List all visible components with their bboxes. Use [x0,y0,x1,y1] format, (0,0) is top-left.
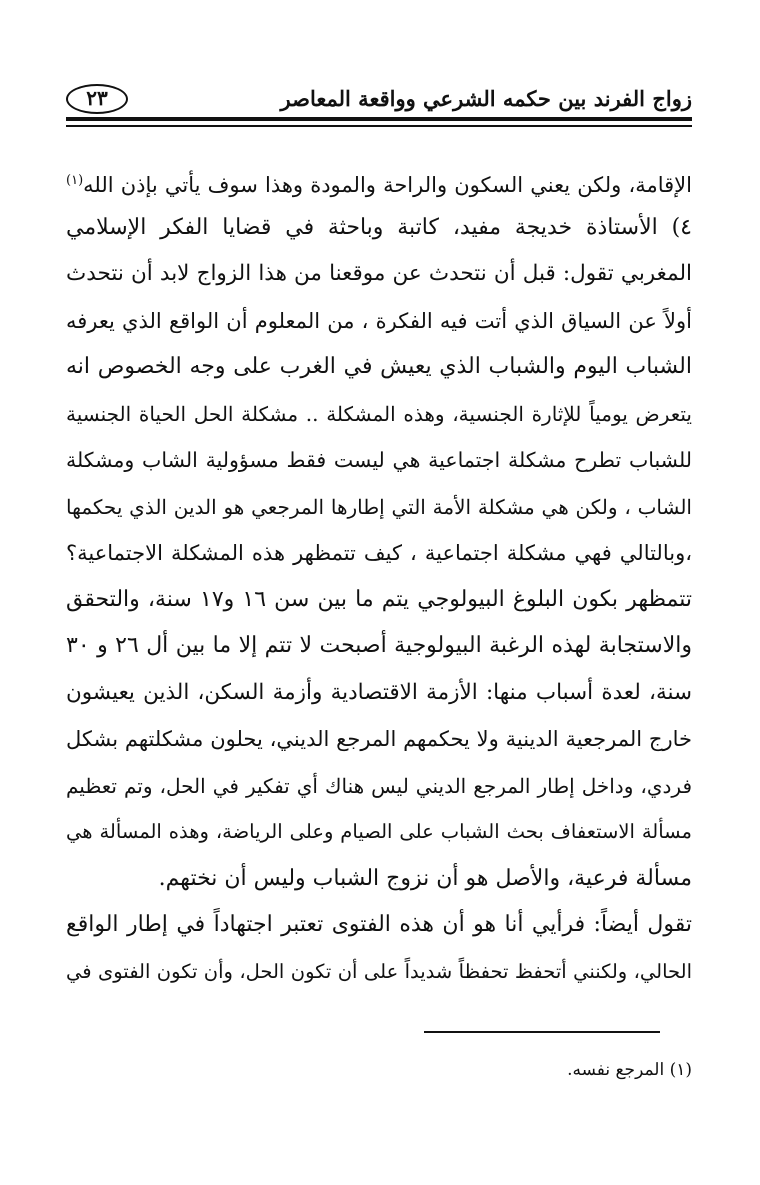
text-line: الشاب ، ولكن هي مشكلة الأمة التي إطارها المرجعي هو الدين الذي يحكمها [66,494,692,519]
text-line: والاستجابة لهذه الرغبة البيولوجية أصبحت لا تتم إلا ما بين أل ٢٦ و ٣٠ [66,633,692,658]
running-header-title: زواج الفرند بين حكمه الشرعي وواقعة المعاصر [280,86,692,111]
text-line: فردي، وداخل إطار المرجع الديني ليس هناك أي تفكير في الحل، وتم تعظيم [66,773,692,798]
text-line [66,158,692,205]
body-text [66,158,692,995]
header-rule-thick [66,117,692,121]
footnote: (١) المرجع نفسه. [567,1060,692,1080]
text-line: أولاً عن السياق الذي أتت فيه الفكرة ، من المعلوم أن الواقع الذي يعرفه [66,308,692,333]
text-line: مسألة الاستعفاف بحث الشباب على الصيام وعلى الرياضة، وهذه المسألة هي [66,820,692,843]
line-text: الإقامة، ولكن يعني السكون والراحة والمودة وهذا سوف يأتي بإذن الله [83,173,692,197]
text-line: المغربي تقول: قبل أن نتحدث عن موقعنا من هذا الزواج لابد أن نتحدث [66,261,692,286]
text-line: ،وبالتالي فهي مشكلة اجتماعية ، كيف تتمظهر هذه المشكلة الاجتماعية؟ [66,541,692,565]
text-line: الحالي، ولكنني أتحفظ تحفظاً شديداً على أن تكون الحل، وأن تكون الفتوى في [66,959,692,983]
text-line: يتعرض يومياً للإثارة الجنسية، وهذه المشكلة .. مشكلة الحل الحياة الجنسية [66,401,692,426]
footnote-reference: (١) [66,173,84,188]
text-line: الشباب اليوم والشباب الذي يعيش في الغرب على وجه الخصوص انه [66,354,692,379]
text-line: مسألة فرعية، والأصل هو أن نزوج الشباب وليس أن نختهم. [158,865,692,891]
text-line: تتمظهر بكون البلوغ البيولوجي يتم ما بين سن ١٦ و١٧ سنة، والتحقق [66,586,692,612]
text-line: تقول أيضاً: فرأيي أنا هو أن هذه الفتوى تعتبر اجتهاداً في إطار الواقع [66,912,692,937]
text-line: خارج المرجعية الدينية ولا يحكمهم المرجع الديني، يحلون مشكلتهم بشكل [66,727,692,751]
text-line: سنة، لعدة أسباب منها: الأزمة الاقتصادية وأزمة السكن، الذين يعيشون [66,679,692,705]
page-number: ٢٣ [86,86,108,110]
header-rule-thin [66,125,692,127]
text-line: ٤) الأستاذة خديجة مفيد، كاتبة وباحثة في قضايا الفكر الإسلامي [66,214,692,240]
footnote-separator [424,1031,660,1033]
text-line: للشباب تطرح مشكلة اجتماعية هي ليست فقط مسؤولية الشاب ومشكلة [66,448,692,472]
